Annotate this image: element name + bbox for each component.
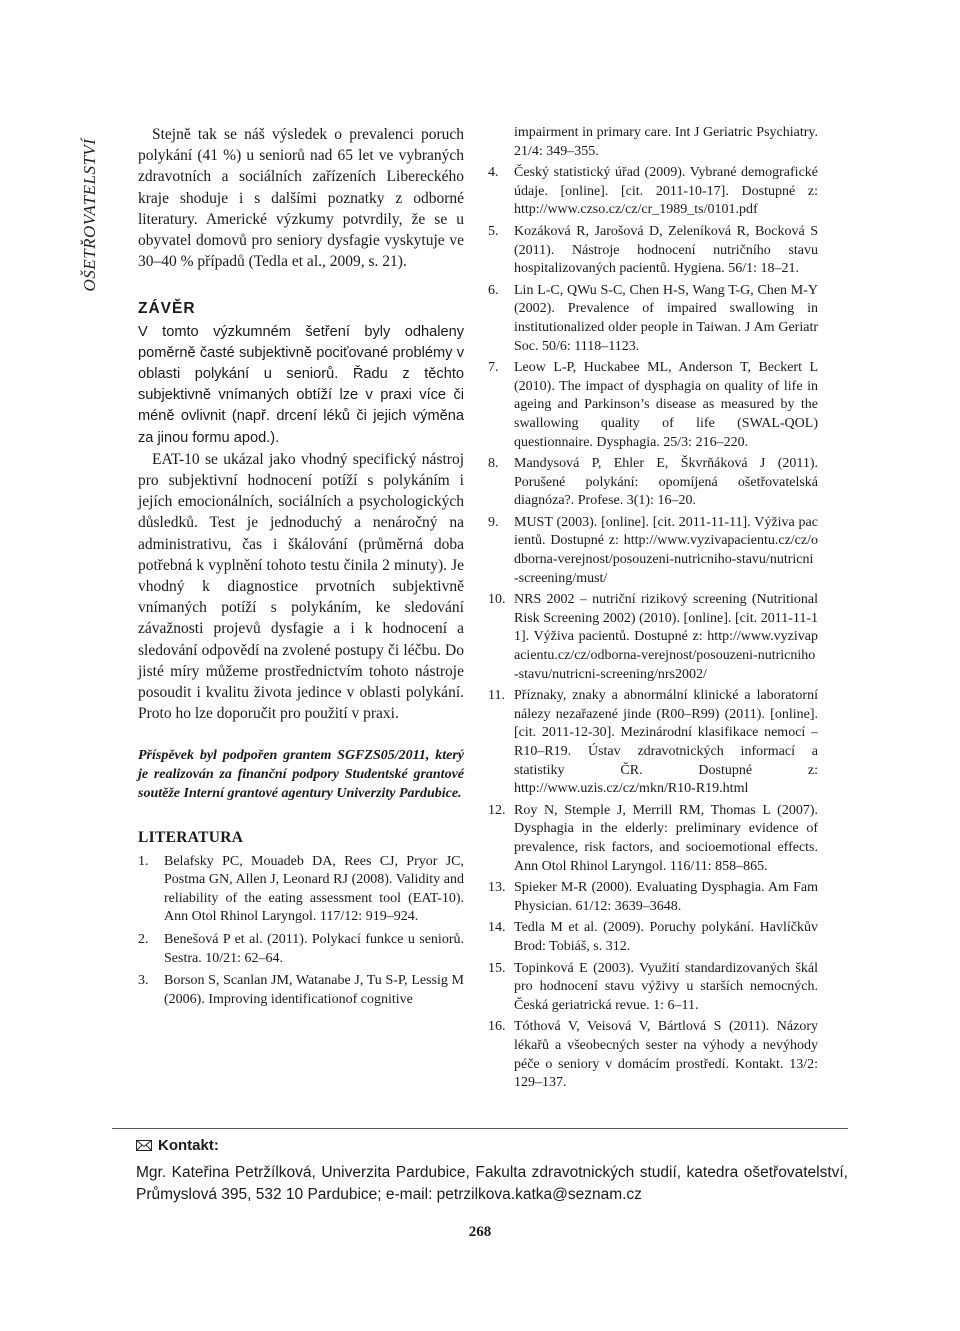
section-label-text: OŠETŘOVATELSTVÍ	[80, 138, 99, 292]
reference-text: Tedla M et al. (2009). Poruchy polykání. Havlíčkův Brod: Tobiáš, s. 312.	[514, 920, 818, 954]
reference-number: 4.	[488, 165, 499, 181]
reference-text: Belafsky PC, Mouadeb DA, Rees CJ, Pryor JC, Postma GN, Allen J, Leonard RJ (2008). Validity and reliability of the eating assessment tool (EAT-10). Ann Otol Rhinol Laryngol. 117/12: 919–924.	[164, 853, 464, 925]
contact-section	[112, 1128, 848, 1206]
conclusion-paragraph-2: EAT-10 se ukázal jako vhodný specifický nástroj pro subjektivní hodnocení potíží s polykáním i jejích emocionálních, sociálních a psychologických důsledků. Test je jednoduchý a nenáročný na administrativu, čas i škálování (průměrná doba potřebná k vyplnění tohoto testu činila 2 minuty). Je vhodný k diagnostice prvotních subjektivně vnímaných potíží s polykáním, ke sledování závažnosti projevů dysfagie a i k hodnocení a sledování odpovědí na zvolené postupy či léčbu. Do jisté míry můžeme prostřednictvím tohoto nástroje posoudit i kvalitu života jedince v oblasti polykání. Proto ho lze doporučit pro použití v praxi.	[138, 450, 464, 723]
reference-item	[488, 687, 818, 799]
reference-number: 15.	[488, 960, 506, 976]
reference-item	[488, 879, 818, 916]
reference-item	[488, 919, 818, 956]
right-column	[488, 124, 818, 1096]
reference-number: 11.	[488, 688, 505, 704]
literature-heading: LITERATURA	[138, 829, 244, 847]
reference-item	[138, 972, 464, 1009]
reference-item	[488, 455, 818, 511]
reference-item	[488, 1018, 818, 1092]
reference-number: 10.	[488, 592, 506, 608]
reference-number: 6.	[488, 282, 499, 298]
reference-item	[488, 514, 818, 588]
reference-item	[488, 282, 818, 356]
reference-text: Kozáková R, Jarošová D, Zeleníková R, Bocková S (2011). Nástroje hodnocení nutričního stavu hospitalizovaných pacientů. Hygiena. 56/1: 18–21.	[514, 223, 818, 277]
contact-label: Kontakt:	[158, 1137, 219, 1154]
reference-number: 8.	[488, 456, 499, 472]
reference-item	[138, 853, 464, 927]
reference-text: Mandysová P, Ehler E, Škvrňáková J (2011). Porušené polykání: opomíjená ošetřovatelská diagnóza?. Profese. 3(1): 16–20.	[514, 456, 818, 509]
contact-text: Mgr. Kateřina Petržílková, Univerzita Pardubice, Fakulta zdravotnických studií, katedra ošetřovatelství, Průmyslová 395, 532 10 Pardubice; e-mail: petrzilkova.katka@seznam.cz	[136, 1164, 848, 1203]
reference-item	[488, 802, 818, 876]
reference-list-left	[138, 853, 464, 1010]
reference-number: 16.	[488, 1019, 506, 1035]
reference-text: Spieker M-R (2000). Evaluating Dysphagia. Am Fam Physician. 61/12: 3639–3648.	[514, 880, 818, 914]
reference-text: Leow L-P, Huckabee ML, Anderson T, Beckert L (2010). The impact of dysphagia on quality of life in ageing and Parkinson’s disease as measured by the swallowing quality of life (SWAL-QOL) questionnaire. Dysphagia. 25/3: 216–220.	[514, 360, 818, 450]
reference-item	[488, 164, 818, 220]
reference-number: 14.	[488, 920, 506, 936]
reference-text: NRS 2002 – nutriční rizikový screening (Nutritional Risk Screening 2002) (2010). [online]. [cit. 2011-11-11]. Výživa pacientů. Dostupné z: http://www.vyzivapacientu.cz/cz/odborna-verejnost/posouzeni-nutricniho-stavu/nutricni-screening/nrs2002/	[514, 592, 818, 682]
reference-item	[488, 223, 818, 279]
reference-text: Příznaky, znaky a abnormální klinické a laboratorní nálezy nezařazené jinde (R00–R99) (2011). [online]. [cit. 2011-12-30]. Mezinárodní klasifikace nemocí – R10–R19. Ústav zdravotnických informací a statistiky ČR. Dostupné z: http://www.uzis.cz/cz/mkn/R10-R19.html	[514, 688, 818, 797]
section-label	[70, 130, 110, 300]
reference-item	[488, 960, 818, 1016]
reference-number: 5.	[488, 223, 499, 239]
reference-continuation	[488, 124, 818, 161]
reference-item	[488, 359, 818, 452]
reference-item	[138, 931, 464, 968]
reference-text: Topinková E (2003). Využití standardizovaných škál pro hodnocení stavu výživy u starších nemocných. Česká geriatrická revue. 1: 6–11.	[514, 960, 818, 1013]
reference-number: 9.	[488, 514, 499, 530]
reference-text: impairment in primary care. Int J Geriatric Psychiatry. 21/4: 349–355.	[514, 125, 818, 159]
reference-item	[488, 591, 818, 684]
grant-note: Příspěvek byl podpořen grantem SGFZS05/2011, který je realizován za finanční podpory Studentské grantové soutěže Interní grantové agentury Univerzity Pardubice.	[138, 748, 464, 802]
reference-text: Roy N, Stemple J, Merrill RM, Thomas L (2007). Dysphagia in the elderly: preliminary evidence of prevalence, risk factors, and socioemotional effects. Ann Otol Rhinol Laryngol. 116/11: 858–865.	[514, 802, 818, 874]
reference-list-right	[488, 164, 818, 1093]
reference-text: Tóthová V, Veisová V, Bártlová S (2011). Názory lékařů a všeobecných sester na výhody a nevýhody péče o seniory v domácím prostředí. Kontakt. 13/2: 129–137.	[514, 1019, 818, 1091]
reference-text: Borson S, Scanlan JM, Watanabe J, Tu S-P, Lessig M (2006). Improving identificationof cognitive	[164, 973, 464, 1007]
intro-paragraph: Stejně tak se náš výsledek o prevalenci poruch polykání (41 %) u seniorů nad 65 let ve vybraných zdravotních a sociálních zařízeních Libereckého kraje shoduje i s dalšími poznatky z odborné literatury. Americké výzkumy potvrdily, že se u obyvatel domovů pro seniory dysfagie vyskytuje ve 30–40 % případů (Tedla et al., 2009, s. 21).	[138, 126, 464, 271]
reference-text: MUST (2003). [online]. [cit. 2011-11-11]. Výživa pacientů. Dostupné z: http://www.vyzivapacientu.cz/cz/odborna-verejnost/posouzeni-nutricniho-stavu/nutricni-screening/must/	[514, 514, 818, 586]
conclusion-paragraph-1: V tomto výzkumném šetření byly odhaleny poměrně časté subjektivně pociťované problémy v oblasti polykání u seniorů. Řadu z těchto subjektivně vnímaných obtíží lze v praxi více či méně ovlivnit (např. drcení léků či jejich výměna za jinou formu apod.).	[138, 323, 464, 446]
reference-number: 3.	[138, 973, 149, 989]
left-column	[138, 124, 464, 1013]
reference-text: Benešová P et al. (2011). Polykací funkce u seniorů. Sestra. 10/21: 62–64.	[164, 932, 464, 966]
reference-text: Český statistický úřad (2009). Vybrané demografické údaje. [online]. [cit. 2011-10-17]. Dostupné z: http://www.czso.cz/cz/cr_1989_ts/0101.pdf	[514, 165, 818, 218]
reference-number: 13.	[488, 880, 506, 896]
conclusion-heading: ZÁVĚR	[138, 300, 196, 318]
page-number: 268	[468, 1224, 492, 1240]
envelope-icon	[136, 1140, 152, 1151]
reference-number: 12.	[488, 802, 506, 818]
reference-text: Lin L-C, QWu S-C, Chen H-S, Wang T-G, Chen M-Y (2002). Prevalence of impaired swallowing in institutionalized older people in Taiwan. J Am Geriatr Soc. 50/6: 1118–1123.	[514, 282, 818, 354]
reference-number: 2.	[138, 932, 149, 948]
reference-number: 1.	[138, 853, 149, 869]
reference-number: 7.	[488, 360, 499, 376]
contact-heading	[136, 1137, 848, 1154]
